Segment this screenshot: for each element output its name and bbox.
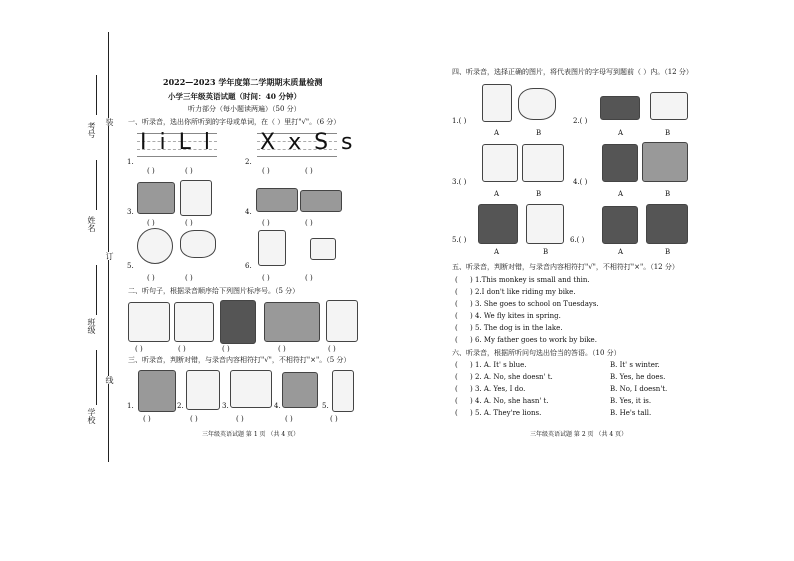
section-4-instructions: 四、听录音，选择正确的图片，将代表图片的字母写到题前（ ）内。（12 分） (452, 68, 693, 76)
section-2-instructions: 二、听句子，根据录音顺序给下列图片标序号。（5 分） (128, 287, 300, 295)
answer-paren[interactable]: ( ) (147, 219, 155, 227)
item-number: 6.( ) (570, 236, 585, 244)
option-b: B (536, 190, 542, 198)
option-a: A (494, 190, 500, 198)
cake-image (282, 372, 318, 408)
answer-paren-open[interactable]: ( (455, 324, 458, 332)
item-number: 6. (245, 262, 252, 270)
s5-item-2: ) 2.I don't like riding my bike. (470, 288, 576, 296)
answer-paren-open[interactable]: ( (455, 336, 458, 344)
section-5-instructions: 五、听录音，判断对错，与录音内容相符打"√"，不相符打"×"。（12 分） (452, 263, 679, 271)
item-number: 2.( ) (573, 117, 588, 125)
s6-option-b-4: B. Yes, it is. (610, 397, 652, 405)
fish-dish-image (256, 188, 298, 212)
answer-paren-open[interactable]: ( (455, 288, 458, 296)
item-number: 5.( ) (452, 236, 467, 244)
section-6-instructions: 六、听录音，根据所听问句选出恰当的答语。（10 分） (452, 349, 621, 357)
class-label: 班级 (87, 318, 96, 334)
name-label: 姓名 (87, 216, 96, 232)
answer-paren[interactable]: ( ) (262, 219, 270, 227)
answer-paren[interactable]: ( ) (262, 167, 270, 175)
food-plate-image (300, 190, 342, 212)
lion-image (180, 180, 212, 216)
s5-item-4: ) 4. We fly kites in spring. (470, 312, 561, 320)
box-image (642, 142, 688, 182)
item-number: 1. (127, 158, 134, 166)
bike-riding-image (174, 302, 214, 342)
item-number: 3. (127, 208, 134, 216)
book-image (602, 206, 638, 244)
letters-option-2: X x S s (260, 130, 356, 155)
answer-paren[interactable]: ( ) (262, 274, 270, 282)
section-1-instructions: 一、听录音，选出你所听到的字母或单词，在（ ）里打"√"。（6 分） (128, 118, 341, 126)
shirt-image (258, 230, 286, 266)
item-number: 5. (127, 262, 134, 270)
monkey-image (326, 300, 358, 342)
s5-item-6: ) 6. My father goes to work by bike. (470, 336, 597, 344)
exam-title: 2022—2023 学年度第二学期期末质量检测 (163, 77, 323, 87)
option-b: B (665, 129, 671, 137)
answer-paren[interactable]: ( ) (143, 415, 151, 423)
name-blank[interactable] (96, 160, 97, 210)
item-number: 4. (274, 402, 281, 410)
s6-option-a-3: ) 3. A. Yes, I do. (470, 385, 526, 393)
answer-paren[interactable]: ( ) (190, 415, 198, 423)
apples-image (600, 96, 640, 120)
children-image (230, 370, 272, 408)
school-label: 学校 (87, 408, 96, 424)
answer-paren-open[interactable]: ( (455, 300, 458, 308)
option-a: A (494, 248, 500, 256)
trousers-image (220, 300, 256, 344)
option-a: A (618, 190, 624, 198)
answer-paren-open[interactable]: ( (455, 385, 458, 393)
s6-option-a-4: ) 4. A. No, she hasn' t. (470, 397, 549, 405)
boy-image (482, 144, 518, 182)
exam-no-label: 考号 (87, 122, 96, 138)
exam-no-blank[interactable] (96, 75, 97, 115)
s6-option-b-5: B. He's tall. (610, 409, 652, 417)
s5-item-1: ) 1.This monkey is small and thin. (470, 276, 590, 284)
answer-paren[interactable]: ( ) (328, 345, 336, 353)
answer-paren-open[interactable]: ( (455, 276, 458, 284)
s6-option-a-2: ) 2. A. No, she doesn' t. (470, 373, 553, 381)
answer-paren[interactable]: ( ) (278, 345, 286, 353)
page-footer: 三年级英语试题 第 1 页 （共 4 页） (202, 431, 300, 438)
s6-option-b-2: B. Yes, he does. (610, 373, 666, 381)
item-number: 2. (177, 402, 184, 410)
s5-item-5: ) 5. The dog is in the lake. (470, 324, 563, 332)
answer-paren[interactable]: ( ) (285, 415, 293, 423)
monkeys-image (128, 302, 170, 342)
item-number: 3. (222, 402, 229, 410)
option-b: B (536, 129, 542, 137)
cut-mark-2: 订 (105, 252, 114, 260)
panda-image (186, 370, 220, 410)
skirt-image (310, 238, 336, 260)
answer-paren-open[interactable]: ( (455, 409, 458, 417)
s6-option-b-3: B. No, I doesn't. (610, 385, 668, 393)
person-image (332, 370, 354, 412)
option-b: B (665, 248, 671, 256)
s6-option-a-1: ) 1. A. It' s blue. (470, 361, 527, 369)
answer-paren-open[interactable]: ( (455, 361, 458, 369)
answer-paren[interactable]: ( ) (185, 167, 193, 175)
rice-bowl-image (518, 88, 556, 120)
answer-paren[interactable]: ( ) (147, 274, 155, 282)
answer-paren-open[interactable]: ( (455, 373, 458, 381)
item-number: 3.( ) (452, 178, 467, 186)
option-a: A (494, 129, 500, 137)
letters-option-1: I i L l (140, 130, 213, 155)
class-blank[interactable] (96, 265, 97, 315)
tiger-image (137, 182, 175, 214)
answer-paren[interactable]: ( ) (185, 274, 193, 282)
item-number: 1.( ) (452, 117, 467, 125)
milk-image (482, 84, 512, 122)
english-book-image (646, 204, 688, 244)
s5-item-3: ) 3. She goes to school on Tuesdays. (470, 300, 599, 308)
answer-paren[interactable]: ( ) (305, 274, 313, 282)
option-a: A (618, 129, 624, 137)
lake-scene-image (264, 302, 320, 342)
coat-image (478, 204, 518, 244)
s6-option-b-1: B. It' s winter. (610, 361, 660, 369)
listening-heading: 听力部分（每小题读两遍）（50 分） (188, 105, 301, 113)
section-3-instructions: 三、听录音，判断对错，与录音内容相符打"√"，不相符打"×"。（5 分） (128, 356, 351, 364)
answer-paren[interactable]: ( ) (135, 345, 143, 353)
option-b: B (543, 248, 549, 256)
binding-line (108, 32, 109, 462)
answer-paren-open[interactable]: ( (455, 312, 458, 320)
girl-image (522, 144, 564, 182)
sun-image (137, 228, 173, 264)
item-number: 2. (245, 158, 252, 166)
item-number: 4. (245, 208, 252, 216)
cut-mark-3: 线 (105, 376, 114, 384)
answer-paren[interactable]: ( ) (330, 415, 338, 423)
page-footer: 三年级英语试题 第 2 页 （共 4 页） (530, 431, 628, 438)
item-number: 4.( ) (573, 178, 588, 186)
answer-paren[interactable]: ( ) (178, 345, 186, 353)
option-a: A (618, 248, 624, 256)
item-number: 5. (322, 402, 329, 410)
answer-paren[interactable]: ( ) (147, 167, 155, 175)
cut-mark-1: 装 (105, 118, 114, 126)
answer-paren[interactable]: ( ) (305, 167, 313, 175)
answer-paren[interactable]: ( ) (185, 219, 193, 227)
s6-option-a-5: ) 5. A. They're lions. (470, 409, 542, 417)
school-blank[interactable] (96, 350, 97, 405)
monkey-image (602, 144, 638, 182)
answer-paren[interactable]: ( ) (305, 219, 313, 227)
answer-paren[interactable]: ( ) (236, 415, 244, 423)
exam-subtitle: 小学三年级英语试题（时间：40 分钟） (168, 92, 302, 101)
elephant-image (138, 370, 176, 412)
answer-paren[interactable]: ( ) (222, 345, 230, 353)
cloud-image (180, 230, 216, 258)
jacket-image (526, 204, 564, 244)
option-b: B (665, 190, 671, 198)
answer-paren-open[interactable]: ( (455, 397, 458, 405)
bananas-image (650, 92, 688, 120)
item-number: 1. (127, 402, 134, 410)
